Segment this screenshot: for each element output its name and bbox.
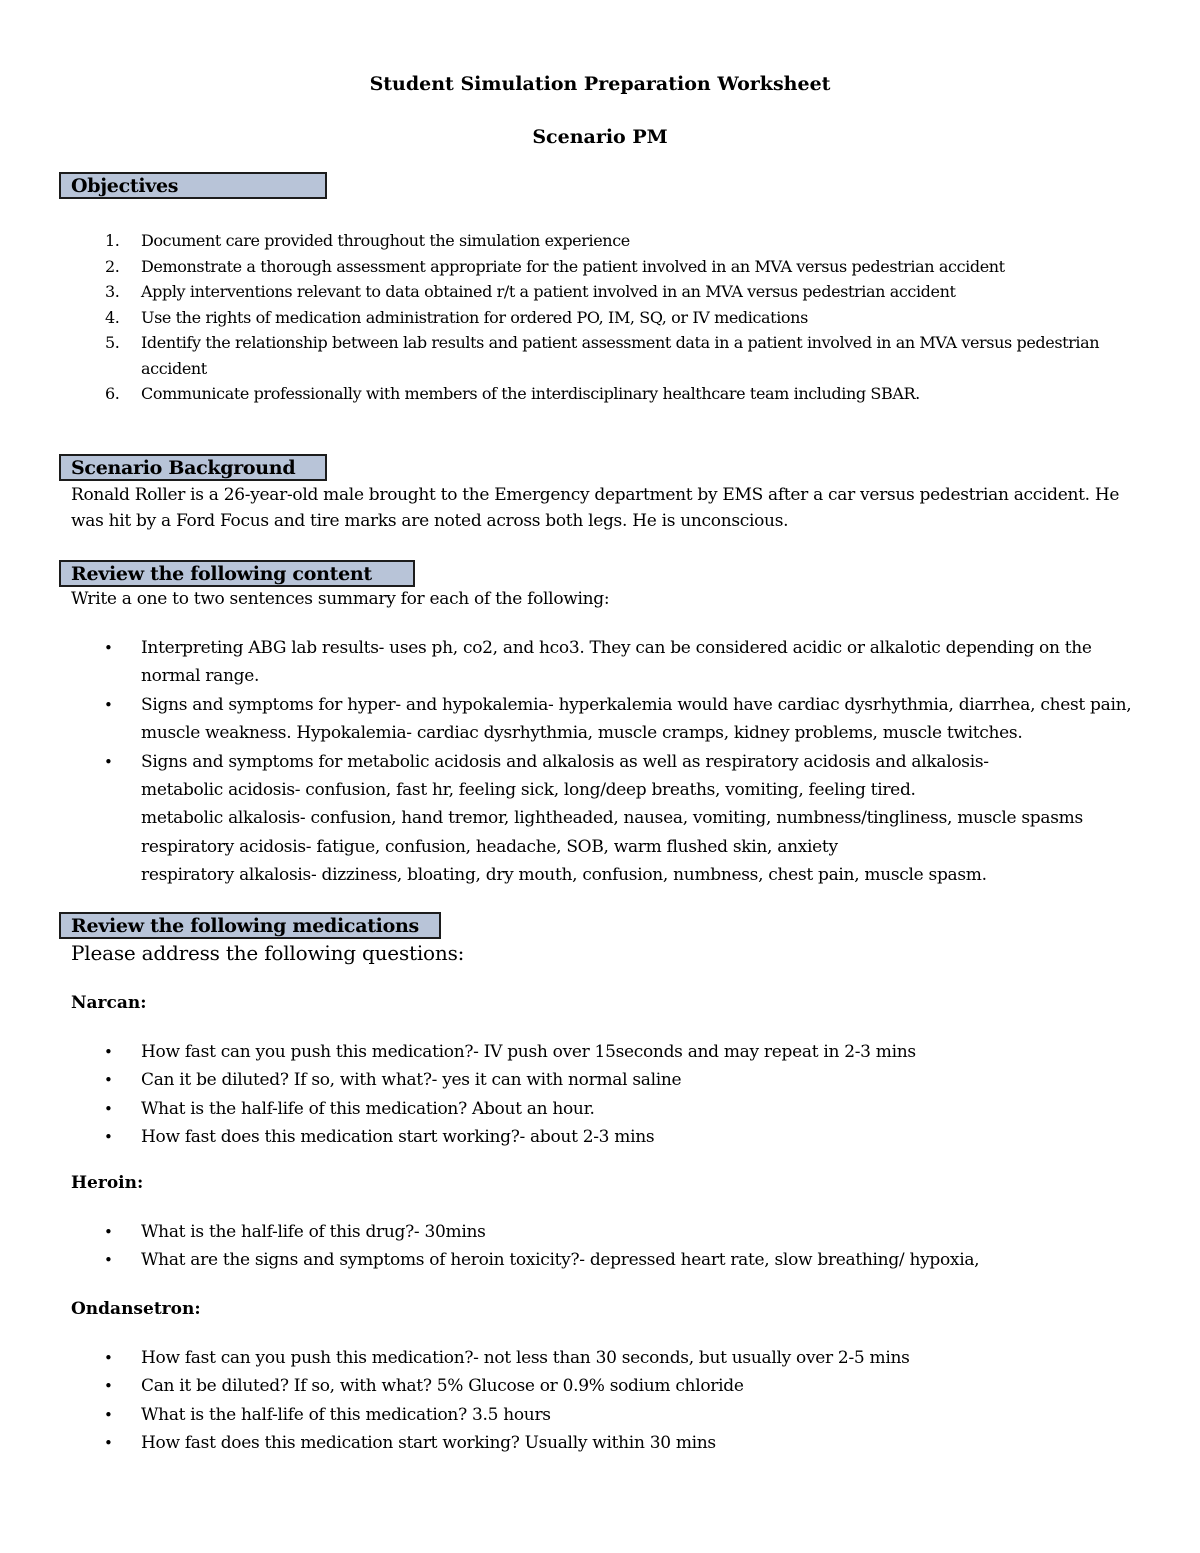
objectives-header: Objectives — [59, 172, 327, 199]
scenario-background-text: Ronald Roller is a 26-year-old male brought to the Emergency department by EMS after a car versus pedestrian accident. He was hit by a Ford Focus and tire marks are noted across both legs. He is unconscious. — [71, 485, 1120, 531]
bullet-icon: • — [104, 1434, 113, 1453]
list-item — [0, 1095, 1200, 1123]
bullet-icon: • — [104, 695, 113, 714]
list-item — [0, 691, 1200, 748]
list-item — [0, 634, 1200, 691]
question-text: What is the half-life of this medication? About an hour. — [141, 1098, 595, 1119]
objectives-list — [0, 228, 1200, 407]
bullet-icon: • — [104, 1405, 113, 1424]
bullet-icon: • — [104, 1349, 113, 1367]
medication-name-heroin: Heroin: — [71, 1173, 144, 1193]
objective-text: Identify the relationship between lab results and patient assessment data in a patient involved in an MVA versus pedestrian accident — [141, 333, 1100, 378]
question-text: How fast does this medication start working?- about 2-3 mins — [141, 1127, 655, 1148]
question-text: What are the signs and symptoms of heroin toxicity?- depressed heart rate, slow breathing/ hypoxia, — [141, 1250, 980, 1271]
objective-text: Communicate professionally with members of the interdisciplinary healthcare team including SBAR. — [141, 384, 920, 403]
review-medications-intro: Please address the following questions: — [71, 941, 465, 965]
list-item — [0, 1038, 1200, 1066]
bullet-icon: • — [104, 1251, 113, 1270]
objective-text: Apply interventions relevant to data obtained r/t a patient involved in an MVA versus pedestrian accident — [141, 282, 956, 301]
bullet-icon: • — [104, 1128, 113, 1147]
objective-item — [0, 254, 1200, 280]
list-item — [0, 1218, 1200, 1246]
narcan-questions — [0, 1038, 1200, 1152]
heroin-questions — [0, 1218, 1200, 1275]
ondansetron-questions — [0, 1344, 1200, 1458]
question-text: How fast can you push this medication?- not less than 30 seconds, but usually over 2-5 mins — [141, 1348, 910, 1368]
review-content-intro: Write a one to two sentences summary for each of the following: — [71, 589, 610, 609]
objective-number: 4. — [105, 307, 120, 327]
list-item-text: Signs and symptoms for hyper- and hypokalemia- hyperkalemia would have cardiac dysrhythmia, diarrhea, chest pain, muscle weakness. Hypokalemia- cardiac dysrhythmia, muscle cramps, kidney problems, muscle twitches. — [141, 694, 1132, 744]
question-text: What is the half-life of this drug?- 30mins — [141, 1222, 486, 1242]
list-item — [0, 1429, 1200, 1457]
objective-item — [0, 228, 1200, 254]
question-text: Can it be diluted? If so, with what? 5% Glucose or 0.9% sodium chloride — [141, 1376, 744, 1397]
objective-number: 5. — [105, 333, 120, 352]
objective-text: Use the rights of medication administration for ordered PO, IM, SQ, or IV medications — [141, 307, 808, 327]
list-item — [0, 1123, 1200, 1151]
review-medications-header: Review the following medications — [59, 912, 441, 939]
list-item-subline: respiratory acidosis- fatigue, confusion, headache, SOB, warm flushed skin, anxiety — [141, 836, 838, 857]
page-title: Student Simulation Preparation Worksheet — [369, 73, 831, 95]
list-item — [0, 1372, 1200, 1400]
bullet-icon: • — [104, 639, 113, 657]
list-item-subline: metabolic alkalosis- confusion, hand tremor, lightheaded, nausea, vomiting, numbness/tingliness, muscle spasms — [141, 808, 1083, 829]
medication-name-narcan: Narcan: — [71, 993, 147, 1013]
question-text: What is the half-life of this medication? 3.5 hours — [141, 1404, 551, 1425]
list-item-subline: respiratory alkalosis- dizziness, bloating, dry mouth, confusion, numbness, chest pain, muscle spasm. — [141, 865, 987, 886]
bullet-icon: • — [104, 1071, 113, 1090]
review-content-list — [0, 634, 1200, 890]
question-text: Can it be diluted? If so, with what?- yes it can with normal saline — [141, 1070, 682, 1091]
objective-item — [0, 381, 1200, 407]
bullet-icon: • — [104, 752, 113, 771]
objective-number: 6. — [105, 384, 120, 403]
page-subtitle: Scenario PM — [532, 126, 668, 148]
list-item — [0, 1066, 1200, 1094]
bullet-icon: • — [104, 1043, 113, 1061]
objective-item — [0, 305, 1200, 331]
bullet-icon: • — [104, 1099, 113, 1118]
objective-number: 3. — [105, 282, 120, 301]
list-item — [0, 1401, 1200, 1429]
objective-item — [0, 330, 1200, 381]
list-item — [0, 1344, 1200, 1372]
medication-name-ondansetron: Ondansetron: — [71, 1299, 201, 1319]
list-item-text: Interpreting ABG lab results- uses ph, co2, and hco3. They can be considered acidic or alkalotic depending on the normal range. — [141, 638, 1092, 687]
question-text: How fast does this medication start working? Usually within 30 mins — [141, 1433, 716, 1454]
list-item-text: Signs and symptoms for metabolic acidosis and alkalosis as well as respiratory acidosis and alkalosis- — [141, 751, 989, 772]
scenario-background-header: Scenario Background — [59, 454, 327, 481]
review-content-header: Review the following content — [59, 560, 415, 587]
objective-number: 2. — [105, 256, 120, 276]
list-item — [0, 748, 1200, 890]
objective-item — [0, 279, 1200, 305]
bullet-icon: • — [104, 1377, 113, 1396]
list-item-subline: metabolic acidosis- confusion, fast hr, feeling sick, long/deep breaths, vomiting, feeling tired. — [141, 780, 916, 801]
bullet-icon: • — [104, 1223, 113, 1241]
objective-text: Demonstrate a thorough assessment appropriate for the patient involved in an MVA versus pedestrian accident — [141, 256, 1005, 276]
objective-text: Document care provided throughout the simulation experience — [141, 231, 630, 250]
list-item — [0, 1246, 1200, 1274]
objective-number: 1. — [105, 231, 120, 250]
question-text: How fast can you push this medication?- IV push over 15seconds and may repeat in 2-3 mins — [141, 1042, 916, 1062]
